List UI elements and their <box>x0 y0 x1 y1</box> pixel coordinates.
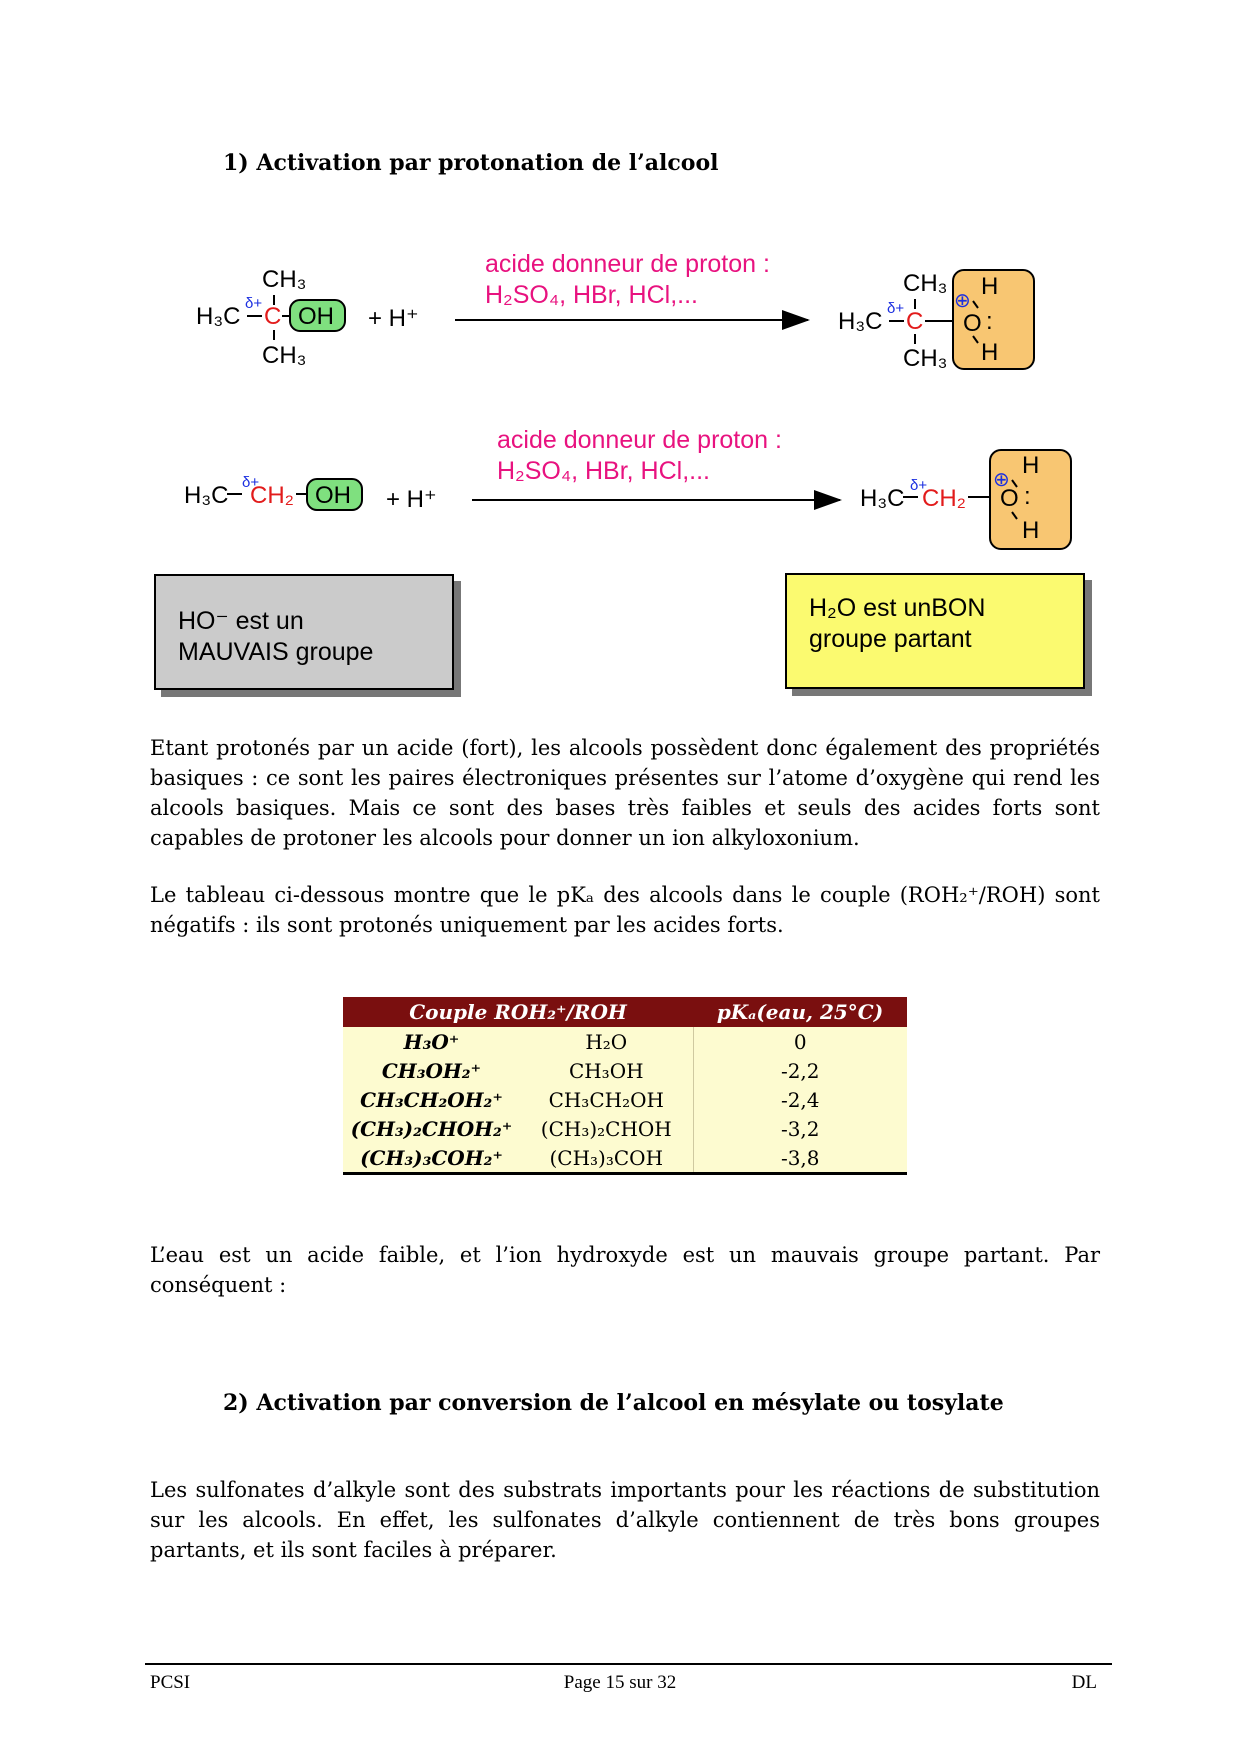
r2p-delta: δ+ <box>910 477 928 494</box>
paragraph-basicity <box>150 733 1100 853</box>
section-1-title: 1) Activation par protonation de l’alcool <box>223 150 719 176</box>
base-cell: CH₃OH <box>520 1056 693 1085</box>
r1p-ch3-top: CH₃ <box>903 270 948 297</box>
r2p-h-top: H <box>1022 452 1040 479</box>
base-cell: CH₃CH₂OH <box>520 1085 693 1114</box>
footer-left: PCSI <box>150 1672 191 1693</box>
r1-ch3-top: CH₃ <box>262 266 307 293</box>
r1-carbon: C <box>264 303 282 330</box>
bad-box-line1: HO⁻ est un <box>178 607 304 635</box>
r1p-oxygen: O <box>963 310 982 337</box>
footer-page-number: Page 15 sur 32 <box>563 1672 677 1693</box>
table-row <box>343 1085 907 1114</box>
r1p-plus-charge: ⊕ <box>954 290 971 312</box>
footer-rule <box>145 1663 1112 1665</box>
base-cell: (CH₃)₃COH <box>520 1143 693 1174</box>
r1-plus-h: + H⁺ <box>368 305 419 332</box>
r1-h3c: H₃C <box>196 303 241 330</box>
pka-cell: -2,2 <box>693 1056 907 1085</box>
acid-cell: (CH₃)₃COH₂⁺ <box>343 1143 520 1174</box>
paragraph-pka <box>150 880 1100 940</box>
r2p-ch2: CH₂ <box>922 485 966 512</box>
table-row <box>343 1027 907 1056</box>
paragraph-water <box>150 1240 1100 1300</box>
r2-reagent-line2: H₂SO₄, HBr, HCl,... <box>497 457 710 485</box>
paragraph-basicity-text: Etant protonés par un acide (fort), les alcools possèdent donc également des propriétés basiques : ce sont les paires électroniques présentes sur l’atome d’oxygène qui rend les alcools basiques. Mais ce sont des bases très faibles et seuls des acides forts sont capables de protoner les alcools pour donner un ion alkyloxonium. <box>150 736 1100 850</box>
table-row <box>343 1056 907 1085</box>
r2p-lone-pair: : <box>1024 483 1031 510</box>
r1-reagent-line2: H₂SO₄, HBr, HCl,... <box>485 281 698 309</box>
pka-table-header <box>343 997 907 1027</box>
table-row <box>343 1114 907 1143</box>
r2p-h-bottom: H <box>1022 517 1040 544</box>
r2p-h3c: H₃C <box>860 485 905 512</box>
r2-ch2: CH₂ <box>250 482 294 509</box>
paragraph-sulfonates-text: Les sulfonates d’alkyle sont des substrats importants pour les réactions de substitution sur les alcools. En effet, les sulfonates d’alkyle contiennent de très bons groupes partants, et ils sont faciles à préparer. <box>150 1478 1100 1562</box>
header-couple: Couple ROH₂⁺/ROH <box>343 997 693 1027</box>
r1p-delta: δ+ <box>887 300 905 317</box>
table-row <box>343 1143 907 1174</box>
r2-reagent-line1: acide donneur de proton : <box>497 426 782 454</box>
acid-cell: CH₃CH₂OH₂⁺ <box>343 1085 520 1114</box>
r2-plus-h: + H⁺ <box>386 486 437 513</box>
pka-cell: 0 <box>693 1027 907 1056</box>
good-box-line1: H₂O est unBON <box>809 594 986 622</box>
base-cell: H₂O <box>520 1027 693 1056</box>
good-box-line2: groupe partant <box>809 625 972 653</box>
r1p-h-bottom: H <box>981 339 999 366</box>
r2-delta: δ+ <box>242 474 260 491</box>
acid-cell: CH₃OH₂⁺ <box>343 1056 520 1085</box>
r1p-h3c: H₃C <box>838 308 883 335</box>
pka-cell: -3,8 <box>693 1143 907 1174</box>
r1-delta: δ+ <box>245 295 263 312</box>
r2-oh: OH <box>315 482 351 509</box>
pka-table <box>343 997 907 1175</box>
r1p-lone-pair: : <box>986 308 993 335</box>
bad-box-line2: MAUVAIS groupe <box>178 638 374 666</box>
section-2-title: 2) Activation par conversion de l’alcool en mésylate ou tosylate <box>223 1390 1004 1416</box>
r1-ch3-bottom: CH₃ <box>262 342 307 369</box>
paragraph-water-text: L’eau est un acide faible, et l’ion hydroxyde est un mauvais groupe partant. Par conséquent : <box>150 1243 1100 1297</box>
paragraph-sulfonates <box>150 1475 1100 1565</box>
r1p-h-top: H <box>981 273 999 300</box>
acid-cell: (CH₃)₂CHOH₂⁺ <box>343 1114 520 1143</box>
r1-oh: OH <box>298 303 334 330</box>
reaction-1 <box>196 250 1034 372</box>
pka-cell: -2,4 <box>693 1085 907 1114</box>
r2p-oxygen: O <box>1000 485 1019 512</box>
r2-h3c: H₃C <box>184 482 229 509</box>
r1p-ch3-bottom: CH₃ <box>903 345 948 372</box>
bad-leaving-group-box <box>154 574 454 690</box>
header-pka: pKₐ(eau, 25°C) <box>693 997 907 1027</box>
r1p-carbon: C <box>906 308 924 335</box>
good-leaving-group-box <box>785 573 1085 689</box>
r2p-plus-charge: ⊕ <box>993 469 1010 491</box>
reaction-2 <box>184 426 1071 549</box>
base-cell: (CH₃)₂CHOH <box>520 1114 693 1143</box>
r1-reagent-line1: acide donneur de proton : <box>485 250 770 278</box>
paragraph-pka-text: Le tableau ci-dessous montre que le pKₐ des alcools dans le couple (ROH₂⁺/ROH) sont négatifs : ils sont protonés uniquement par les acides forts. <box>150 883 1100 937</box>
footer-right: DL <box>1071 1672 1097 1693</box>
acid-cell: H₃O⁺ <box>343 1027 520 1056</box>
pka-cell: -3,2 <box>693 1114 907 1143</box>
